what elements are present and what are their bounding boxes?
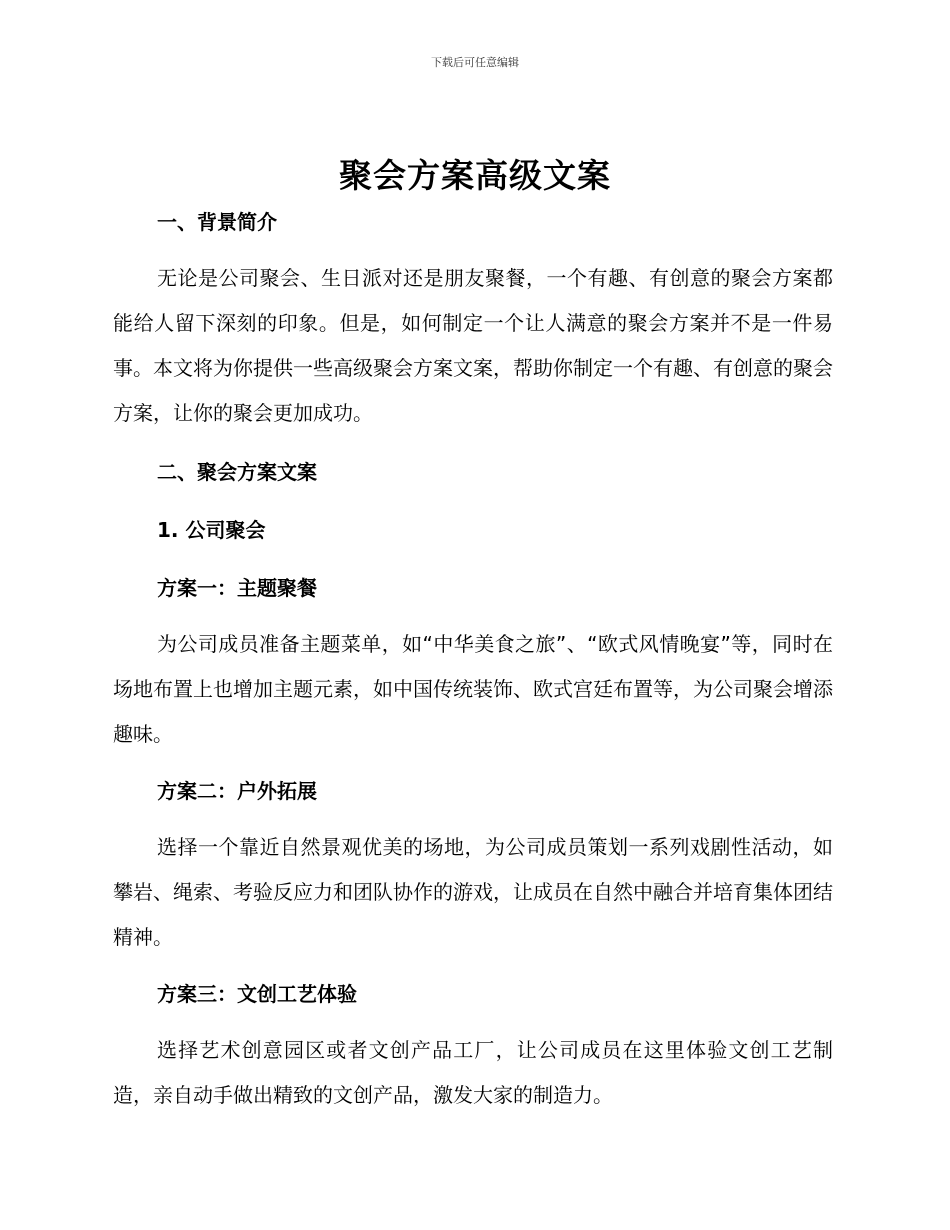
subsection-heading-company: 1. 公司聚会 bbox=[157, 518, 266, 542]
plan3-heading: 方案三：文创工艺体验 bbox=[157, 982, 357, 1006]
plan2-heading: 方案二：户外拓展 bbox=[157, 779, 317, 803]
paragraph-background: 无论是公司聚会、生日派对还是朋友聚餐，一个有趣、有创意的聚会方案都能给人留下深刻的印象。但是，如何制定一个让人满意的聚会方案并不是一件易事。本文将为你提供一些高级聚会方案文案，帮助你制定一个有趣、有创意的聚会方案，让你的聚会更加成功。 bbox=[113, 266, 833, 425]
section-heading-plans: 二、聚会方案文案 bbox=[157, 460, 317, 484]
plan1-paragraph: 为公司成员准备主题菜单，如“中华美食之旅”、“欧式风情晚宴”等，同时在场地布置上也增加主题元素，如中国传统装饰、欧式宫廷布置等，为公司聚会增添趣味。 bbox=[113, 632, 833, 746]
plan2-paragraph: 选择一个靠近自然景观优美的场地，为公司成员策划一系列戏剧性活动，如攀岩、绳索、考验反应力和团队协作的游戏，让成员在自然中融合并培育集体团结精神。 bbox=[113, 835, 833, 949]
document-body bbox=[113, 200, 833, 1118]
section-heading-background: 一、背景简介 bbox=[157, 210, 277, 234]
document-title: 聚会方案高级文案 bbox=[339, 156, 611, 195]
plan1-heading: 方案一：主题聚餐 bbox=[157, 576, 317, 600]
header-note: 下载后可任意编辑 bbox=[431, 56, 519, 69]
plan3-paragraph: 选择艺术创意园区或者文创产品工厂，让公司成员在这里体验文创工艺制造，亲自动手做出精致的文创产品，激发大家的制造力。 bbox=[113, 1038, 833, 1107]
